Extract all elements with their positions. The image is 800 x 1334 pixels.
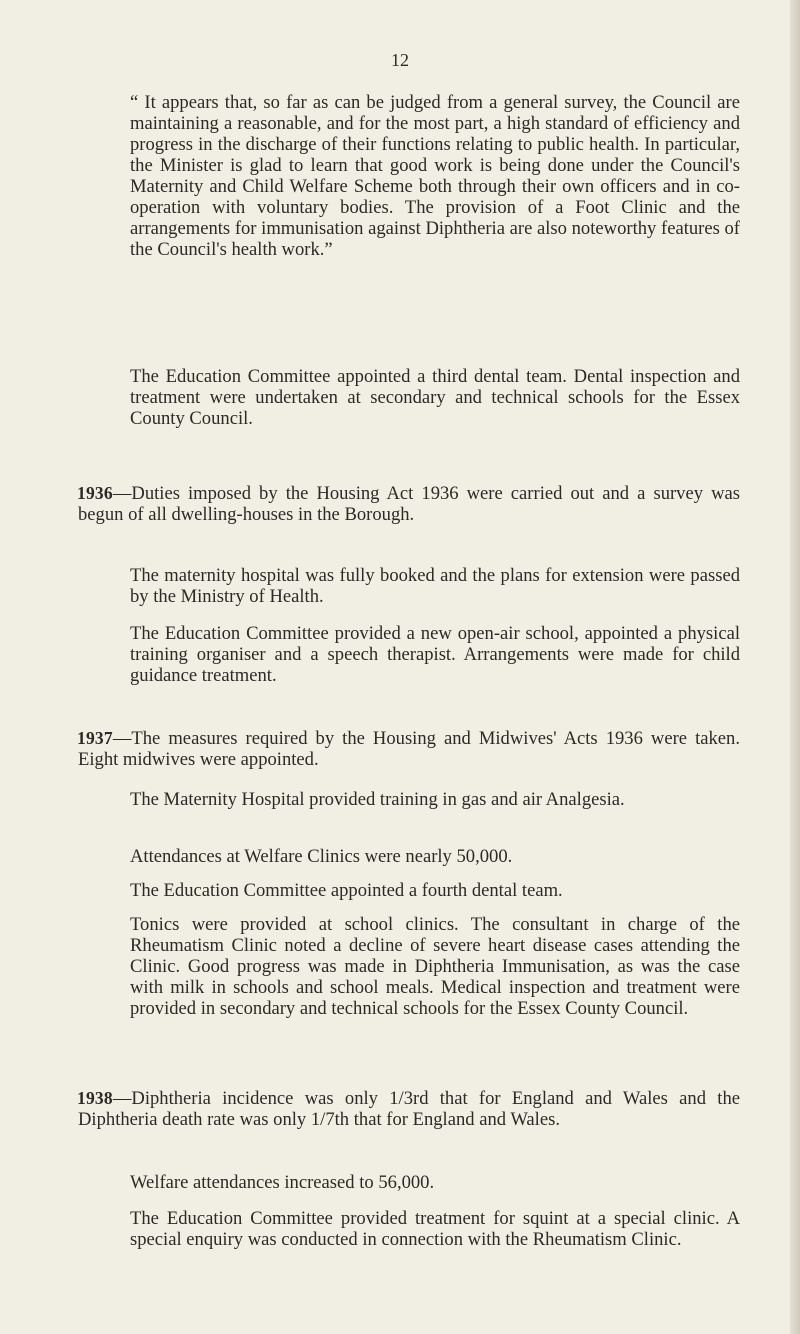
year-1938-entry xyxy=(78,1088,740,1130)
squint-clinic-paragraph: The Education Committee provided treatment for squint at a special clinic. A special enquiry was conducted in connection with the Rheumatism Clinic. xyxy=(130,1208,740,1250)
gas-air-analgesia-paragraph: The Maternity Hospital provided training in gas and air Analgesia. xyxy=(130,789,625,810)
year-1938-label: 1938 xyxy=(77,1088,113,1108)
page-edge-shadow xyxy=(790,0,800,1334)
year-1937-label: 1937 xyxy=(77,728,113,748)
welfare-clinics-paragraph: Attendances at Welfare Clinics were nearly 50,000. xyxy=(130,846,513,867)
welfare-attendances-paragraph: Welfare attendances increased to 56,000. xyxy=(130,1172,435,1193)
year-1936-text: —Duties imposed by the Housing Act 1936 were carried out and a survey was begun of all dwelling-houses in the Borough. xyxy=(78,483,740,525)
page-number: 12 xyxy=(391,50,409,70)
year-1937-entry xyxy=(78,728,740,770)
year-1938-text: —Diphtheria incidence was only 1/3rd that for England and Wales and the Diphtheria death rate was only 1/7th that for England and Wales. xyxy=(78,1088,740,1130)
year-1936-entry xyxy=(78,483,740,525)
maternity-hospital-paragraph: The maternity hospital was fully booked and the plans for extension were passed by the Ministry of Health. xyxy=(130,565,740,607)
minister-quote-paragraph: “ It appears that, so far as can be judged from a general survey, the Council are maintaining a reasonable, and for the most part, a high standard of efficiency and progress in the discharge of their functions relating to public health. In particular, the Minister is glad to learn that good work is being done under the Council's Maternity and Child Welfare Scheme both through their own officers and in co-operation with voluntary bodies. The provision of a Foot Clinic and the arrangements for immunisation against Diphtheria are also noteworthy features of the Council's health work.” xyxy=(130,92,740,260)
dental-team-paragraph: The Education Committee appointed a third dental team. Dental inspection and treatment were undertaken at secondary and technical schools for the Essex County Council. xyxy=(130,366,740,429)
tonics-rheumatism-paragraph: Tonics were provided at school clinics. The consultant in charge of the Rheumatism Clinic noted a decline of severe heart disease cases attending the Clinic. Good progress was made in Diphtheria Immunisation, as was the case with milk in schools and school meals. Medical inspection and treatment were provided in secondary and technical schools for the Essex County Council. xyxy=(130,914,740,1019)
fourth-dental-team-paragraph: The Education Committee appointed a fourth dental team. xyxy=(130,880,563,901)
year-1936-label: 1936 xyxy=(77,483,113,503)
year-1937-text: —The measures required by the Housing and Midwives' Acts 1936 were taken. Eight midwives were appointed. xyxy=(78,728,740,770)
open-air-school-paragraph: The Education Committee provided a new open-air school, appointed a physical training organiser and a speech therapist. Arrangements were made for child guidance treatment. xyxy=(130,623,740,686)
